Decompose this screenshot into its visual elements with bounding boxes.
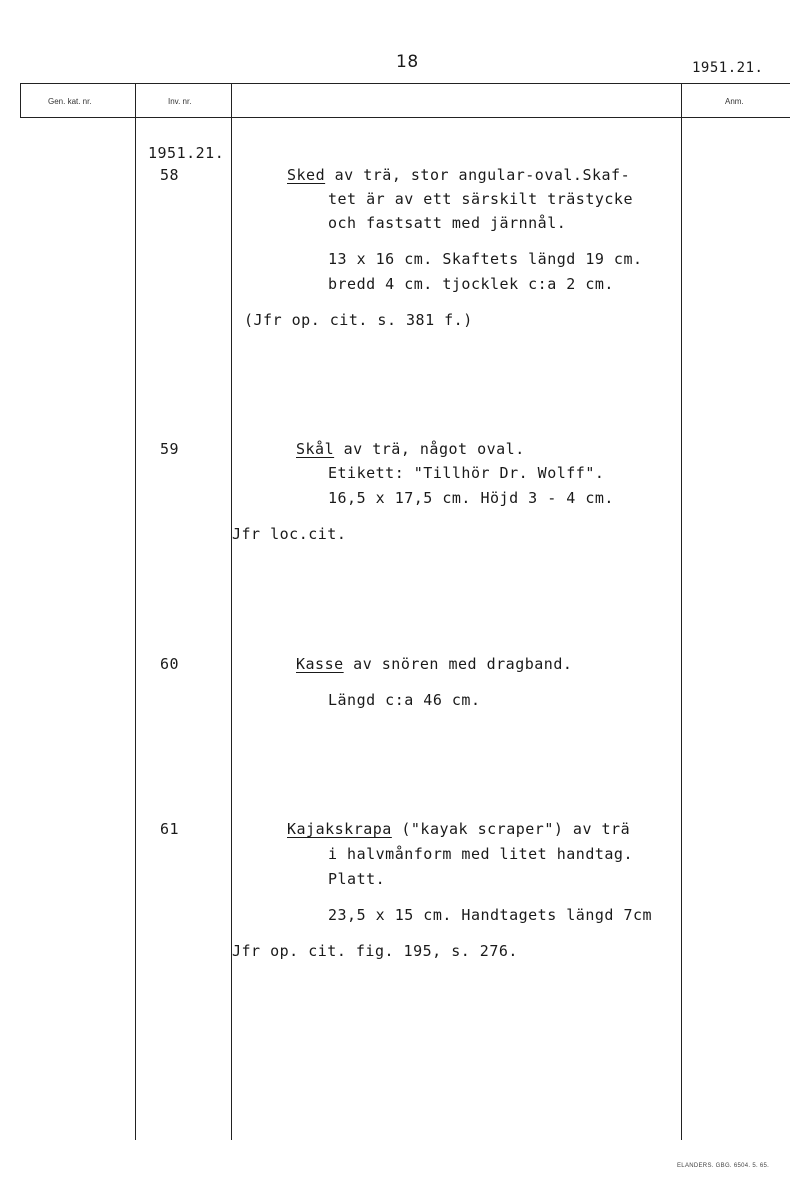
- column-header-anm: Anm.: [725, 97, 744, 106]
- entry-description-line: Kasse av snören med dragband.: [296, 655, 573, 673]
- entry-dimensions: Längd c:a 46 cm.: [328, 691, 481, 709]
- entry-number: 60: [160, 655, 180, 673]
- column-header-gen-kat-nr: Gen. kat. nr.: [48, 97, 92, 106]
- entry-term: Kasse: [296, 655, 344, 673]
- printer-imprint: ELANDERS. GBG. 6504. 5. 65.: [677, 1163, 770, 1169]
- entry-description-line: Kajakskrapa ("kayak scraper") av trä: [287, 820, 631, 838]
- entry-number: 59: [160, 440, 180, 458]
- entry-description-line: och fastsatt med järnnål.: [328, 214, 567, 232]
- entry-description-line: i halvmånform med litet handtag.: [328, 845, 633, 863]
- entry-term: Skål: [296, 440, 335, 458]
- series-label: 1951.21.: [148, 144, 225, 162]
- entry-term: Sked: [287, 166, 326, 184]
- column-divider-2: [231, 83, 232, 1140]
- entry-description-line: tet är av ett särskilt trästycke: [328, 190, 633, 208]
- entry-term: Kajakskrapa: [287, 820, 392, 838]
- entry-reference: Jfr loc.cit.: [232, 525, 347, 543]
- entry-description-line: Skål av trä, något oval.: [296, 440, 525, 458]
- column-divider-1: [135, 83, 136, 1140]
- entry-description-line: Sked av trä, stor angular-oval.Skaf-: [287, 166, 631, 184]
- column-header-inv-nr: Inv. nr.: [168, 97, 192, 106]
- entry-dimensions: 16,5 x 17,5 cm. Höjd 3 - 4 cm.: [328, 489, 614, 507]
- entry-dimensions: 13 x 16 cm. Skaftets längd 19 cm.: [328, 250, 643, 268]
- entry-number: 58: [160, 166, 180, 184]
- page-number: 18: [396, 52, 419, 72]
- header-reference: 1951.21.: [692, 60, 764, 76]
- entry-number: 61: [160, 820, 180, 838]
- entry-description-line: Platt.: [328, 870, 386, 888]
- entry-reference: Jfr op. cit. fig. 195, s. 276.: [232, 942, 518, 960]
- column-divider-3: [681, 83, 682, 1140]
- left-border: [20, 83, 21, 118]
- entry-description-line: Etikett: "Tillhör Dr. Wolff".: [328, 464, 605, 482]
- entry-dimensions: bredd 4 cm. tjocklek c:a 2 cm.: [328, 275, 614, 293]
- entry-dimensions: 23,5 x 15 cm. Handtagets längd 7cm: [328, 906, 653, 924]
- entry-reference: (Jfr op. cit. s. 381 f.): [244, 311, 473, 329]
